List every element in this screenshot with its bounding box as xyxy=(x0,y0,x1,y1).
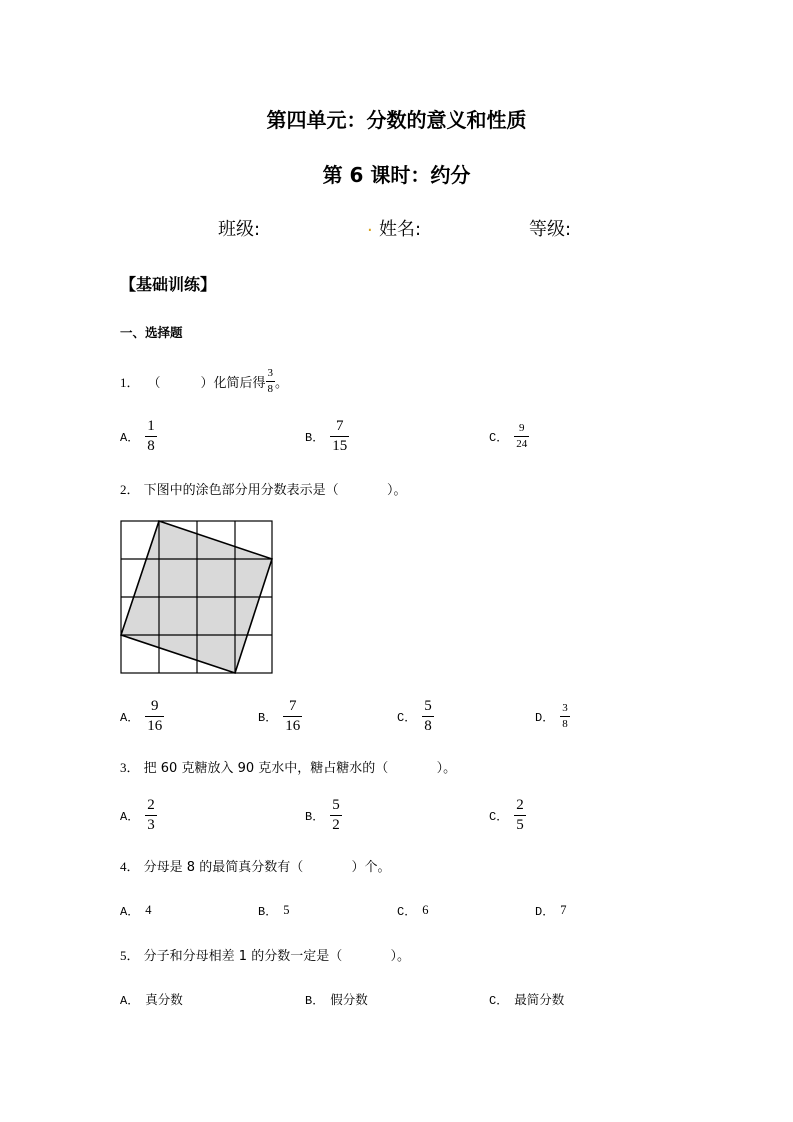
question-end: ）。 xyxy=(386,483,407,498)
option-c[interactable]: C． $\frac{2}{5}$ xyxy=(489,797,524,833)
question-number: 3． xyxy=(120,760,140,775)
question-text: 分母是 8 的最简真分数有（ xyxy=(143,860,304,875)
option-c[interactable]: C． $\frac{5}{8}$ xyxy=(397,698,432,734)
option-d[interactable]: D． $\frac{3}{8}$ xyxy=(535,702,568,730)
fraction: $\frac{3}{8}$ xyxy=(267,367,274,395)
name-marker: . xyxy=(367,215,373,236)
grade-label: 等级: xyxy=(529,219,572,240)
option-b[interactable]: B． $\frac{7}{15}$ xyxy=(305,418,348,454)
question-1 xyxy=(120,368,288,395)
option-a[interactable]: A． $\frac{9}{16}$ xyxy=(120,698,163,734)
subsection-title: 一、选择题 xyxy=(120,325,183,340)
question-number: 5． xyxy=(120,948,140,963)
unit-title: 第四单元：分数的意义和性质 xyxy=(266,108,527,132)
grid-lines xyxy=(121,521,272,673)
name-label: 姓名: xyxy=(379,219,422,240)
question-end: 。 xyxy=(275,376,289,391)
question-number: 4． xyxy=(120,859,140,874)
option-a[interactable]: A． $\frac{2}{3}$ xyxy=(120,797,155,833)
question-text: ）化简后得 xyxy=(200,376,266,391)
blank-open: （ xyxy=(147,376,161,391)
question-number: 2． xyxy=(120,482,140,497)
fraction: $\frac{9}{24}$ xyxy=(516,422,528,450)
option-d[interactable]: D． 7 xyxy=(535,903,567,919)
question-number: 1． xyxy=(120,375,140,390)
option-c[interactable]: C． 最简分数 xyxy=(489,992,565,1008)
question-3 xyxy=(120,757,456,776)
option-a[interactable]: A． 4 xyxy=(120,903,152,919)
fraction: $\frac{2}{3}$ xyxy=(147,797,155,833)
question-text: 分子和分母相差 1 的分数一定是（ xyxy=(143,949,343,964)
option-b[interactable]: B． $\frac{7}{16}$ xyxy=(258,698,301,734)
question-4 xyxy=(120,856,391,875)
fraction: $\frac{2}{5}$ xyxy=(516,797,524,833)
question-end: ）。 xyxy=(390,949,410,964)
class-label: 班级: xyxy=(218,219,261,240)
fraction: $\frac{3}{8}$ xyxy=(562,702,568,730)
option-c[interactable]: C． $\frac{9}{24}$ xyxy=(489,422,528,450)
question-text: 下图中的涂色部分用分数表示是（ xyxy=(143,483,339,498)
option-b[interactable]: B． 5 xyxy=(258,903,290,919)
fraction: $\frac{5}{2}$ xyxy=(332,797,340,833)
option-b[interactable]: B． $\frac{5}{2}$ xyxy=(305,797,340,833)
question-text: 把 60 克糖放入 90 克水中，糖占糖水的（ xyxy=(143,761,389,776)
question-2 xyxy=(120,479,406,498)
fraction: $\frac{1}{8}$ xyxy=(147,418,155,454)
lesson-title: 第 6 课时：约分 xyxy=(322,163,471,187)
option-a[interactable]: A． $\frac{1}{8}$ xyxy=(120,418,155,454)
question-5 xyxy=(120,945,410,964)
option-c[interactable]: C． 6 xyxy=(397,903,429,919)
question-end: ）。 xyxy=(436,761,457,776)
section-title: 【基础训练】 xyxy=(120,275,217,294)
fraction: $\frac{9}{16}$ xyxy=(147,698,163,734)
fraction: $\frac{7}{15}$ xyxy=(332,418,348,454)
fraction: $\frac{7}{16}$ xyxy=(285,698,301,734)
grid-figure xyxy=(120,520,274,675)
fraction: $\frac{5}{8}$ xyxy=(424,698,432,734)
option-b[interactable]: B． 假分数 xyxy=(305,992,368,1008)
question-end: ）个。 xyxy=(351,860,391,875)
option-a[interactable]: A． 真分数 xyxy=(120,992,183,1008)
